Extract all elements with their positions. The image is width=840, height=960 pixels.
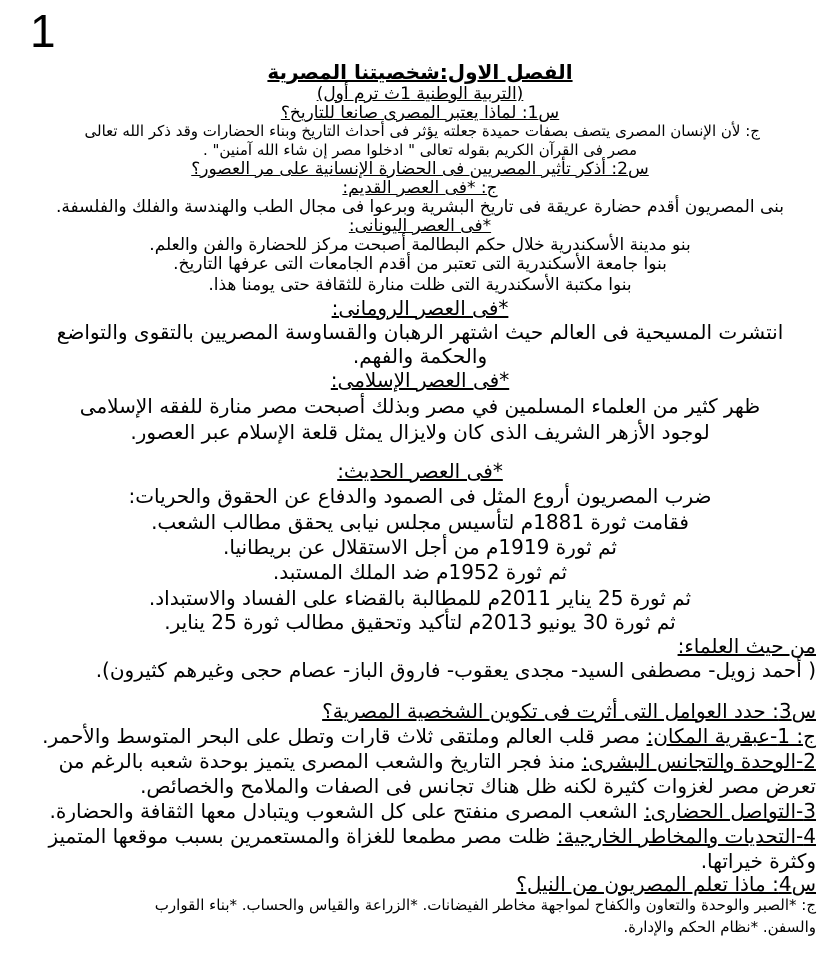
q3-factor1 [42,726,816,746]
q3-factor2-text1: منذ فجر التاريخ والشعب المصرى يتميز بوحدة شعبه بالرغم من [58,749,582,773]
q2-ancient-heading: ج: *فى العصر القديم: [342,178,498,198]
q2-greek-line2: بنوا جامعة الأسكندرية التى تعتبر من أقدم الجامعات التى عرفها التاريخ. [173,254,667,274]
q2-scholars-heading: من حيث العلماء: [677,634,816,658]
chapter-title: الفصل الاول:شخصيتنا المصرية [267,60,573,84]
q3-factor3 [50,801,817,821]
q1-answer-line2: مصر فى القرآن الكريم بقوله تعالى " ادخلوا مصر إن شاء الله آمنين" . [202,141,638,159]
q2-islamic-line1: ظهر كثير من العلماء المسلمين في مصر وبذلك أصبحت مصر منارة للفقه الإسلامى [79,394,761,418]
q3-factor4-line2: وكثرة خيراتها. [700,849,816,873]
q2-modern-line5: ثم ثورة 25 يناير 2011م للمطالبة بالقضاء على الفساد والاستبداد. [148,586,692,610]
q3-factor3-label: 3-التواصل الحضارى: [643,799,816,823]
q2-roman-line2: والحكمة والفهم. [352,344,488,368]
q3-factor2-line1 [59,751,816,771]
q2-modern-line6: ثم ثورة 30 يونيو 2013م لتأكيد وتحقيق مطالب ثورة 25 يناير. [164,610,676,634]
q3-factor1-label: ج: 1-عبقرية المكان: [646,724,816,748]
q3-factor4-label: 4-التحديات والمخاطر الخارجية: [556,824,816,848]
q2-question: س2: أذكر تأثير المصريين فى الحضارة الإنسانية على مر العصور؟ [191,159,649,179]
q2-ancient-text: بنى المصريون أقدم حضارة عريقة فى تاريخ البشرية وبرعوا فى مجال الطب والهندسة والفلك والفلسفة. [56,197,784,217]
chapter-subtitle: (التربية الوطنية 1ث ترم أول) [316,84,524,104]
q4-question [516,874,816,894]
q3-factor2-line2: تعرض مصر لغزوات كثيرة لكنه ظل هناك تجانس فى الصفات والملامح والخصائص. [140,774,816,798]
q3-factor2-label: 2-الوحدة والتجانس البشرى: [581,749,816,773]
q3-question [322,701,816,721]
q2-modern-heading: *فى العصر الحديث: [337,459,503,483]
q1-answer-line1: ج: لأن الإنسان المصرى يتصف بصفات حميدة جعلته يؤثر فى أحداث التاريخ وبناء الحضارات وقد ذكر الله تعالى [84,122,760,140]
q2-islamic-line2: لوجود الأزهر الشريف الذى كان ولايزال يمثل قلعة الإسلام عبر العصور. [130,420,710,444]
q2-modern-line3: ثم ثورة 1919م من أجل الاستقلال عن بريطانيا. [223,535,617,559]
q2-greek-line3: بنوا مكتبة الأسكندرية التى ظلت منارة للثقافة حتى يومنا هذا. [208,275,632,295]
q4-answer-line1: ج: *الصبر والوحدة والتعاون والكفاح لمواجهة مخاطر الفيضانات. *الزراعة والقياس والحساب. *بناء القوارب [154,896,816,914]
q2-modern-line4: ثم ثورة 1952م ضد الملك المستبد. [272,560,568,584]
q2-greek-heading: *فى العصر اليونانى: [348,216,492,236]
page-number: 1 [30,5,56,57]
q2-greek-line1: بنو مدينة الأسكندرية خلال حكم البطالمة أصبحت مركز للحضارة والفن والعلم. [149,235,691,255]
q2-islamic-heading: *فى العصر الإسلامى: [330,368,510,392]
q2-modern-line2: فقامت ثورة 1881م لتأسيس مجلس نيابى يحقق مطالب الشعب. [151,510,689,534]
q2-roman-heading: *فى العصر الرومانى: [331,296,509,320]
q3-factor4-line1 [48,826,816,846]
q4-question-text: س4: ماذا تعلم المصريون من النيل؟ [516,872,816,896]
q3-factor1-text: مصر قلب العالم وملتقى ثلاث قارات وتطل على البحر المتوسط والأحمر. [42,724,647,748]
q3-question-text: س3: حدد العوامل التى أثرت فى تكوين الشخصية المصرية؟ [322,699,816,723]
q3-factor3-text: الشعب المصرى منفتح على كل الشعوب ويتبادل معها الثقافة والحضارة. [49,799,644,823]
q3-factor4-text1: ظلت مصر مطمعا للغزاة والمستعمرين بسبب موقعها المتميز [48,824,557,848]
q2-roman-line1: انتشرت المسيحية فى العالم حيث اشتهر الرهبان والقساوسة المصريين بالتقوى والتواضع [56,320,784,344]
q2-scholars-text: ( أحمد زويل- مصطفى السيد- مجدى يعقوب- فاروق الباز- عصام حجى وغيرهم كثيرون). [95,658,816,682]
q2-modern-line1: ضرب المصريون أروع المثل فى الصمود والدفاع عن الحقوق والحريات: [128,484,712,508]
q1-question: س1: لماذا يعتبر المصرى صانعا للتاريخ؟ [280,103,560,123]
q4-answer-line2: والسفن. *نظام الحكم والإدارة. [623,918,816,936]
